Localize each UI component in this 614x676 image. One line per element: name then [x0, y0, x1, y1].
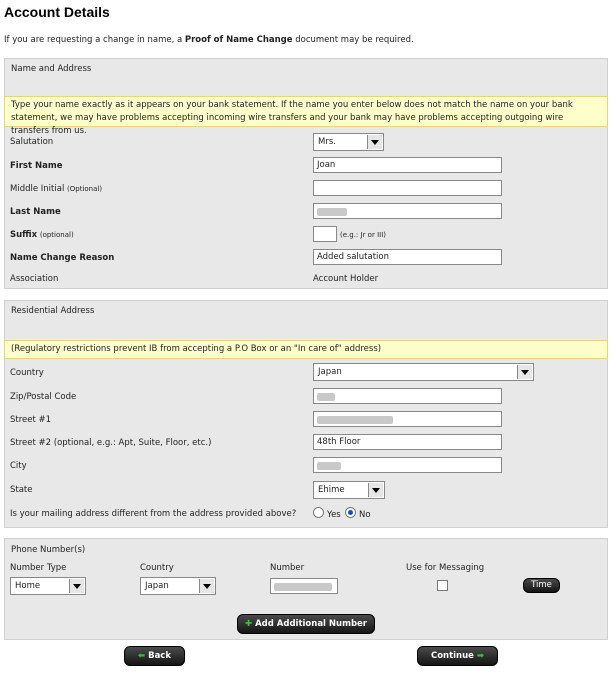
section-title-residential: Residential Address	[11, 306, 95, 316]
chevron-down-icon	[69, 579, 84, 593]
add-additional-number-button[interactable]	[237, 614, 375, 634]
state-select[interactable]	[313, 481, 385, 499]
middle-initial-label	[10, 184, 102, 194]
col-country: Country	[140, 563, 174, 573]
arrow-right-icon: ➡	[476, 651, 485, 661]
continue-button[interactable]	[417, 646, 498, 666]
middle-initial-optional: (Optional)	[67, 185, 103, 193]
street2-label: Street #2 (optional, e.g.: Apt, Suite, Floor, etc.)	[10, 438, 212, 448]
mailing-question: Is your mailing address different from the address provided above?	[10, 509, 297, 519]
mailing-yes-radio[interactable]	[313, 507, 324, 518]
country-label: Country	[10, 368, 44, 378]
residential-address-panel	[4, 300, 608, 528]
country-select[interactable]	[313, 363, 534, 381]
name-note: Type your name exactly as it appears on your bank statement. If the name you enter below does not match the name on your bank statement, we may have problems accepting incoming wire transfers and your bank may have problems accepting outgoing wire transfers from us.	[4, 96, 608, 127]
association-label: Association	[10, 274, 59, 284]
suffix-label	[10, 230, 74, 240]
first-name-input[interactable]: Joan	[313, 157, 502, 173]
phone-country-select[interactable]	[140, 577, 216, 595]
suffix-optional: (optional)	[39, 231, 74, 239]
phone-country-value: Japan	[145, 581, 169, 591]
intro-text	[4, 35, 414, 45]
time-button[interactable]: Time	[523, 578, 560, 593]
last-name-label: Last Name	[10, 207, 61, 217]
section-title-phone: Phone Number(s)	[11, 545, 86, 555]
city-input[interactable]	[313, 457, 502, 473]
mailing-no-label: No	[359, 510, 371, 520]
back-label: Back	[148, 651, 171, 661]
redacted-value	[317, 416, 393, 424]
state-label: State	[10, 485, 33, 495]
street2-input[interactable]: 48th Floor	[313, 434, 502, 450]
phone-type-select[interactable]	[10, 577, 86, 595]
street1-input[interactable]	[313, 411, 502, 427]
section-title-name-address: Name and Address	[11, 64, 92, 74]
continue-label: Continue	[430, 651, 474, 661]
name-change-reason-input[interactable]: Added salutation	[313, 249, 502, 265]
mailing-yes-label: Yes	[327, 510, 341, 520]
address-note: (Regulatory restrictions prevent IB from accepting a P.O Box or an "In care of" address)	[4, 340, 608, 359]
suffix-hint: (e.g.: Jr or III)	[340, 231, 386, 239]
chevron-down-icon	[367, 135, 382, 149]
last-name-input[interactable]	[313, 203, 502, 219]
redacted-value	[317, 462, 341, 470]
redacted-value	[317, 393, 335, 401]
back-button[interactable]	[124, 646, 185, 666]
salutation-select[interactable]	[313, 133, 384, 151]
suffix-text: Suffix	[10, 230, 38, 240]
use-for-messaging-checkbox[interactable]	[437, 580, 448, 591]
arrow-left-icon: ⬅	[138, 651, 146, 661]
city-label: City	[10, 461, 27, 471]
redacted-value	[317, 208, 347, 216]
page-title: Account Details	[4, 4, 110, 20]
country-value: Japan	[318, 367, 342, 377]
phone-type-value: Home	[15, 581, 41, 591]
redacted-value	[274, 583, 332, 591]
chevron-down-icon	[368, 483, 383, 497]
chevron-down-icon	[517, 365, 532, 379]
chevron-down-icon	[199, 579, 214, 593]
first-name-label: First Name	[10, 161, 63, 171]
middle-initial-input[interactable]	[313, 180, 502, 196]
salutation-value: Mrs.	[318, 137, 336, 147]
col-number-type: Number Type	[10, 563, 67, 573]
intro-prefix: If you are requesting a change in name, a	[4, 35, 185, 45]
middle-initial-text: Middle Initial	[10, 184, 65, 194]
suffix-input[interactable]	[313, 226, 337, 242]
proof-of-name-change: Proof of Name Change	[184, 35, 293, 45]
name-change-reason-label: Name Change Reason	[10, 253, 115, 263]
col-number: Number	[270, 563, 305, 573]
association-value: Account Holder	[313, 274, 379, 284]
street1-label: Street #1	[10, 415, 52, 425]
mailing-no-radio[interactable]	[345, 507, 356, 518]
state-value: Ehime	[318, 485, 345, 495]
zip-label: Zip/Postal Code	[10, 392, 77, 402]
zip-input[interactable]	[313, 388, 502, 404]
plus-icon: ✚	[244, 619, 253, 629]
add-number-label: Add Additional Number	[255, 619, 367, 629]
phone-number-input[interactable]	[270, 578, 338, 594]
col-use-for-messaging: Use for Messaging	[406, 563, 485, 573]
salutation-label: Salutation	[10, 137, 54, 147]
intro-suffix: document may be required.	[292, 35, 414, 45]
